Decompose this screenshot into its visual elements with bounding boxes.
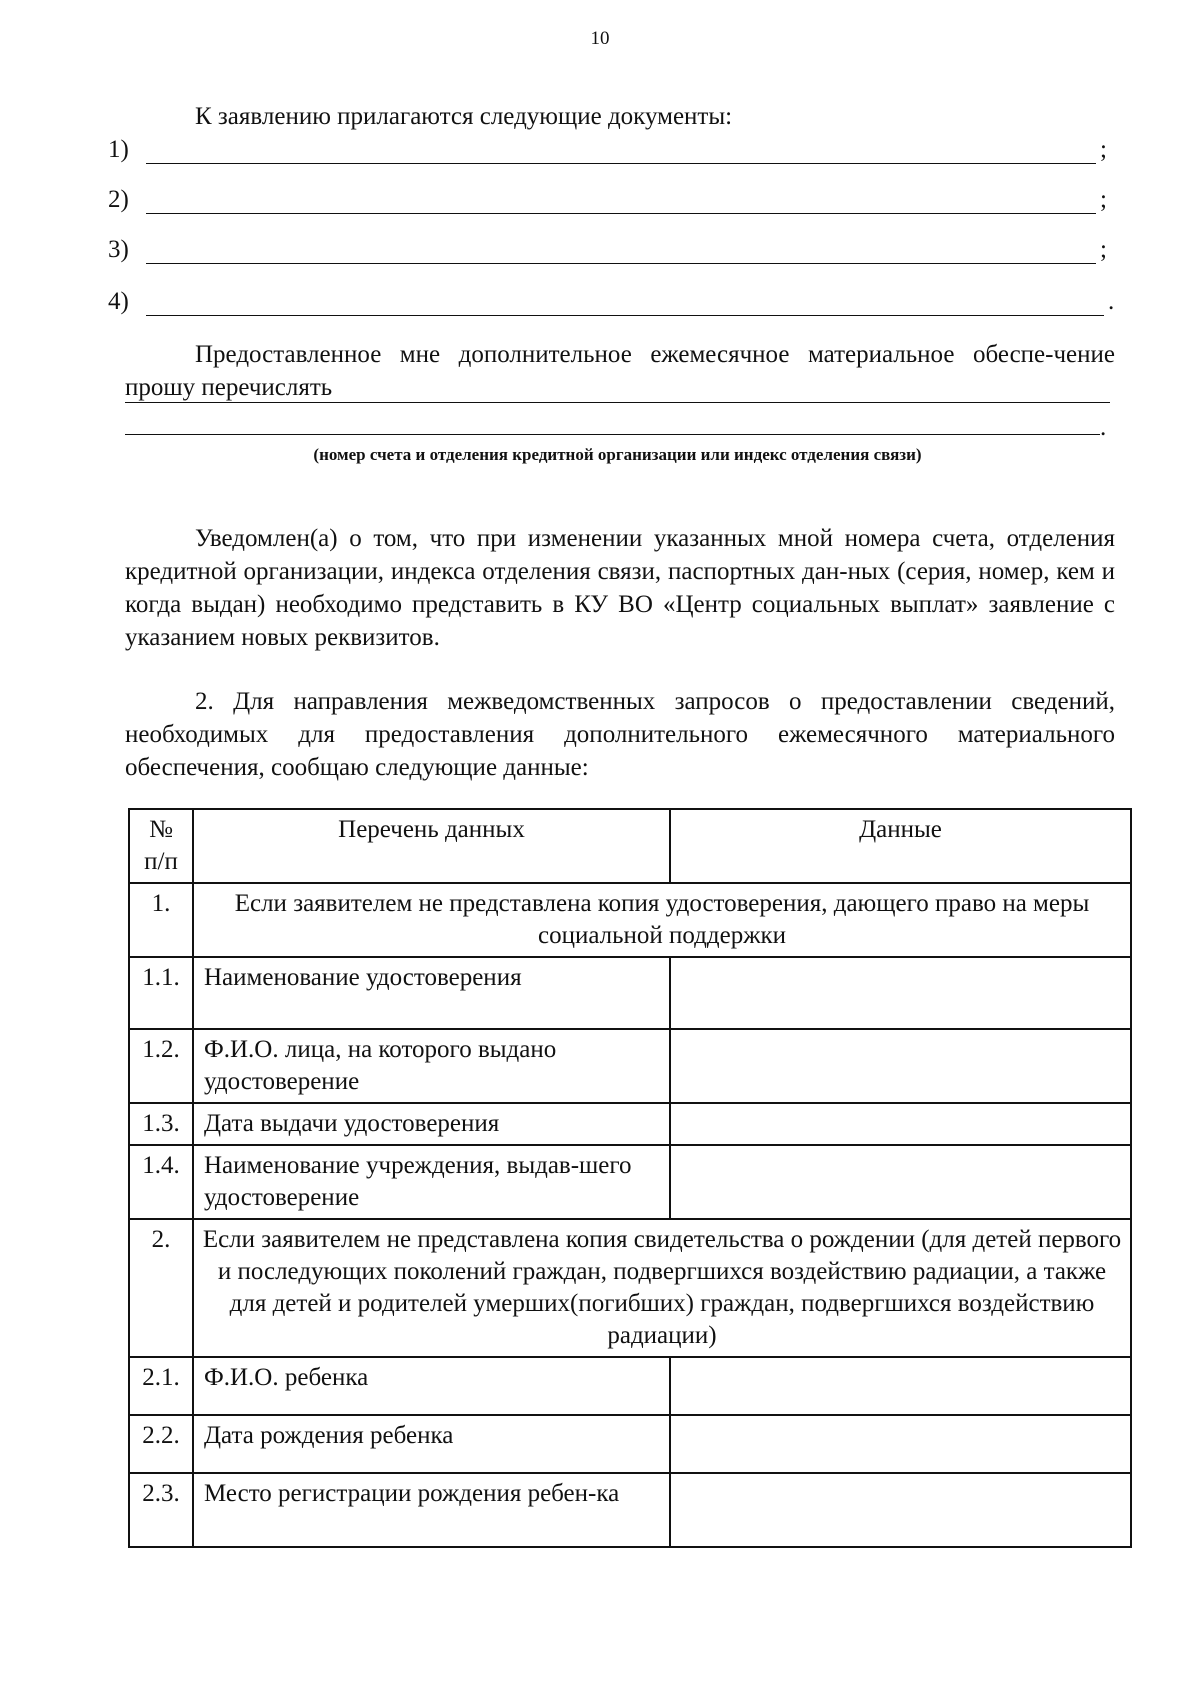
attachment-number: 4) [108,288,129,315]
row-label: Дата выдачи удостоверения [193,1103,670,1145]
attachment-number: 1) [108,136,129,163]
group-title: Если заявителем не представлена копия свидетельства о рождении (для детей первого и последующих поколений граждан, подвергшихся воздействию радиации, а также для детей и родителей умерших(погибших) граждан, подвергшихся воздействию радиации) [193,1219,1131,1357]
row-label: Место регистрации рождения ребен-ка [193,1473,670,1547]
row-number: 2.1. [129,1357,193,1415]
row-number: 2.3. [129,1473,193,1547]
row-number: 1.4. [129,1145,193,1219]
page-number: 10 [590,28,610,49]
attachment-row-4 [108,290,1118,320]
table-row [129,957,1131,1029]
attachment-number: 3) [108,236,129,263]
table-row [129,1473,1131,1547]
row-label: Ф.И.О. лица, на которого выдано удостоверение [193,1029,670,1103]
payment-blank-line-1[interactable] [125,402,1110,403]
table-row [129,1415,1131,1473]
notice-paragraph: Уведомлен(а) о том, что при изменении указанных мной номера счета, отделения кредитной организации, индекса отделения связи, паспортных дан-ных (серия, номер, кем и когда выдан) необходимо представить в КУ ВО «Центр социальных выплат» заявление с указанием новых реквизитов. [125,525,1115,651]
table-group-row [129,883,1131,957]
table-row [129,1029,1131,1103]
table-header-row [129,809,1131,883]
table-row [129,1103,1131,1145]
row-data-cell[interactable] [670,1029,1131,1103]
row-number: 1.3. [129,1103,193,1145]
group-title: Если заявителем не представлена копия удостоверения, дающего право на меры социальной поддержки [193,883,1131,957]
header-number: № п/п [129,809,193,883]
data-table [128,808,1132,1548]
attachment-row-1 [108,138,1118,168]
row-number: 1.1. [129,957,193,1029]
row-data-cell[interactable] [670,957,1131,1029]
payment-paragraph: Предоставленное мне дополнительное ежемесячное материальное обеспе-чение прошу перечислять [125,341,1115,401]
attachment-row-3 [108,238,1118,268]
row-data-cell[interactable] [670,1415,1131,1473]
table-group-row [129,1219,1131,1357]
row-data-cell[interactable] [670,1357,1131,1415]
group-number: 1. [129,883,193,957]
section-2-paragraph: 2. Для направления межведомственных запросов о предоставлении сведений, необходимых для предоставления дополнительного ежемесячного материального обеспечения, сообщаю следующие данные: [125,688,1115,781]
attachment-end-mark: ; [1100,136,1107,163]
table-row [129,1145,1131,1219]
row-label: Наименование учреждения, выдав-шего удостоверение [193,1145,670,1219]
row-label: Ф.И.О. ребенка [193,1357,670,1415]
row-label: Наименование удостоверения [193,957,670,1029]
attachment-blank-field[interactable] [146,315,1104,316]
row-number: 2.2. [129,1415,193,1473]
attachment-end-mark: . [1108,288,1115,315]
row-label: Дата рождения ребенка [193,1415,670,1473]
payment-blank-line-2[interactable] [125,434,1100,435]
payment-end-mark: . [1100,414,1107,441]
header-list: Перечень данных [193,809,670,883]
row-data-cell[interactable] [670,1103,1131,1145]
row-number: 1.2. [129,1029,193,1103]
attachment-blank-field[interactable] [146,213,1096,214]
attachment-end-mark: ; [1100,186,1107,213]
row-data-cell[interactable] [670,1145,1131,1219]
table-row [129,1357,1131,1415]
attachments-intro: К заявлению прилагаются следующие документы: [195,103,733,130]
attachment-end-mark: ; [1100,236,1107,263]
row-data-cell[interactable] [670,1473,1131,1547]
group-number: 2. [129,1219,193,1357]
attachment-blank-field[interactable] [146,263,1096,264]
attachment-blank-field[interactable] [146,163,1096,164]
payment-caption: (номер счета и отделения кредитной организации или индекс отделения связи) [313,445,922,464]
attachment-row-2 [108,188,1118,218]
attachment-number: 2) [108,186,129,213]
header-data: Данные [670,809,1131,883]
